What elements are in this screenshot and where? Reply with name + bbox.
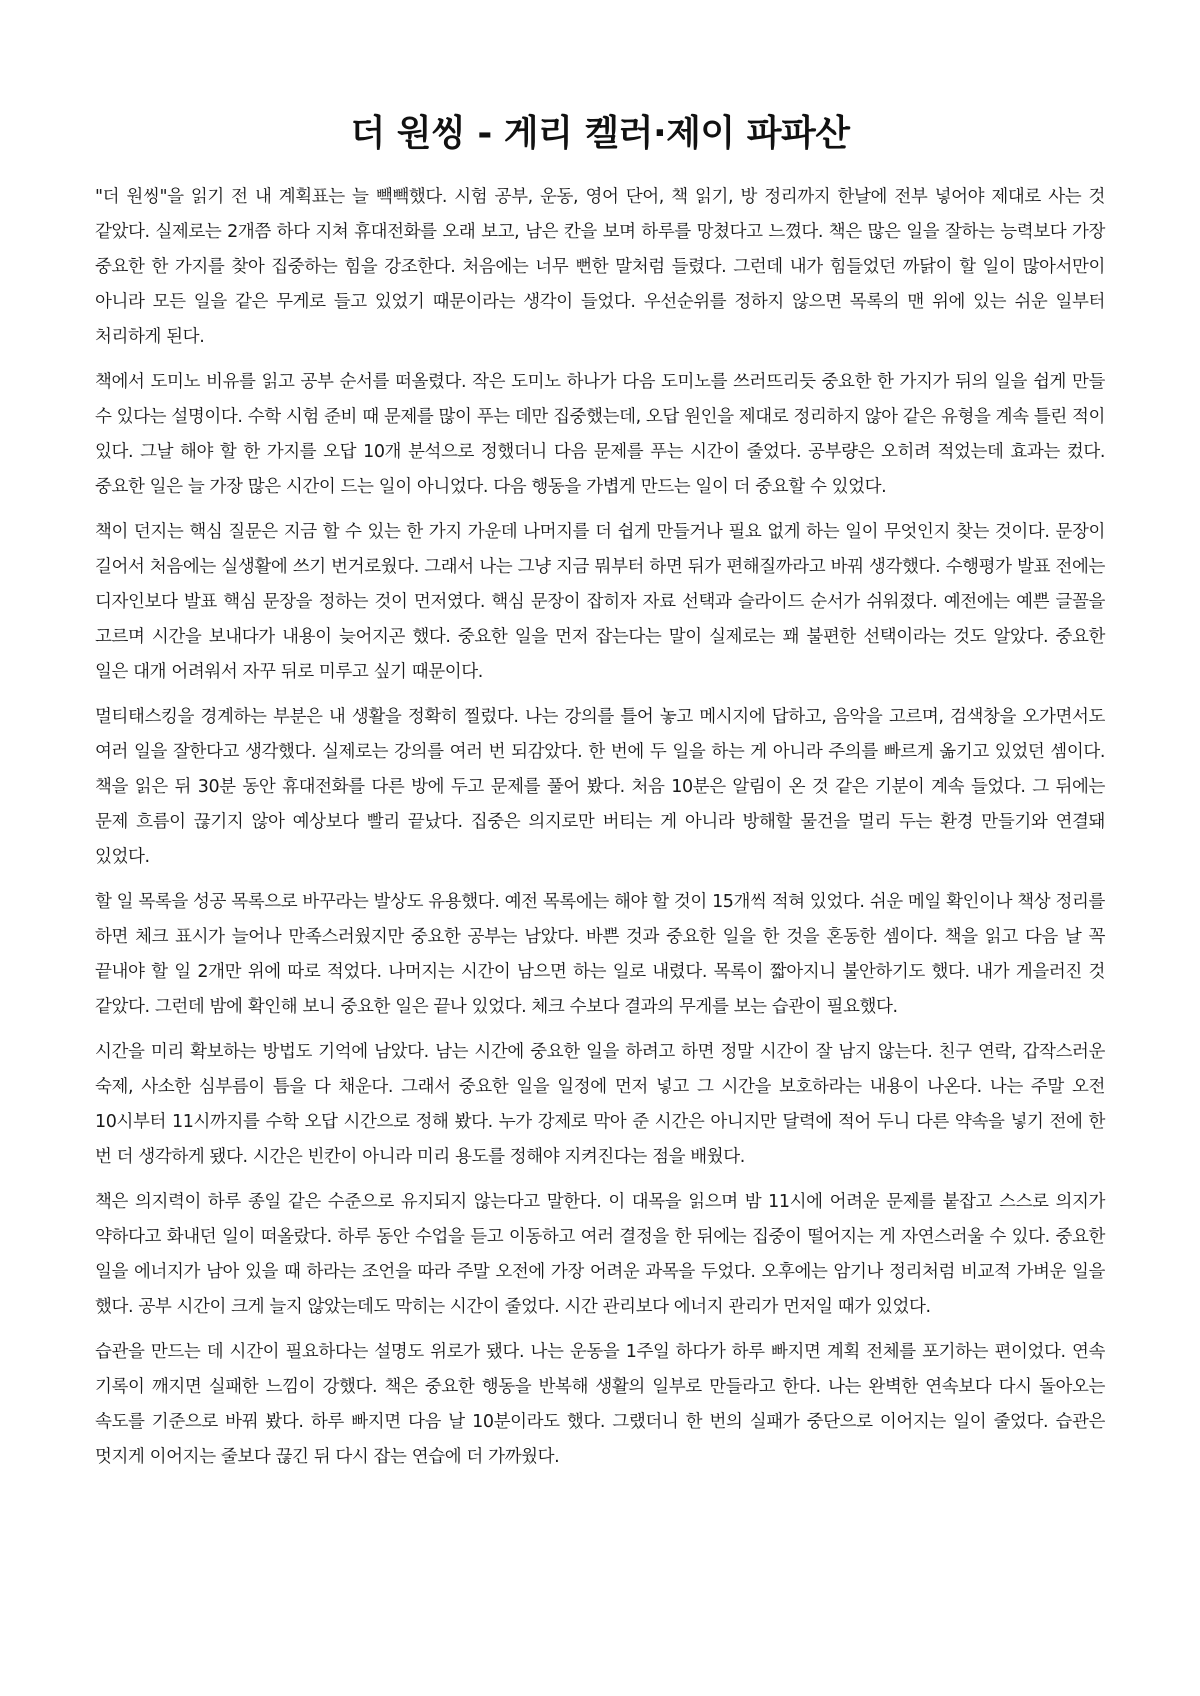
paragraph-6: 시간을 미리 확보하는 방법도 기억에 남았다. 남는 시간에 중요한 일을 하려고 하면 정말 시간이 잘 남지 않는다. 친구 연락, 갑작스러운 숙제, 사소한 심부름이 틈을 다 채운다. 그래서 중요한 일을 일정에 먼저 넣고 그 시간을 보호하라는 내용이 나온다. 나는 주말 오전 10시부터 11시까지를 수학 오답 시간으로 정해 봤다. 누가 강제로 막아 준 시간은 아니지만 달력에 적어 두니 다른 약속을 넣기 전에 한 번 더 생각하게 됐다. 시간은 빈칸이 아니라 미리 용도를 정해야 지켜진다는 점을 배웠다. [95,1042,1105,1167]
paragraph-3: 책이 던지는 핵심 질문은 지금 할 수 있는 한 가지 가운데 나머지를 더 쉽게 만들거나 필요 없게 하는 일이 무엇인지 찾는 것이다. 문장이 길어서 처음에는 실생활에 쓰기 번거로웠다. 그래서 나는 그냥 지금 뭐부터 하면 뒤가 편해질까라고 바꿔 생각했다. 수행평가 발표 전에는 디자인보다 발표 핵심 문장을 정하는 것이 먼저였다. 핵심 문장이 잡히자 자료 선택과 슬라이드 순서가 쉬워졌다. 예전에는 예쁜 글꼴을 고르며 시간을 보내다가 내용이 늦어지곤 했다. 중요한 일을 먼저 잡는다는 말이 실제로는 꽤 불편한 선택이라는 것도 알았다. 중요한 일은 대개 어려워서 자꾸 뒤로 미루고 싶기 때문이다. [95,522,1105,682]
document-body [95,180,1105,1475]
paragraph-1: "더 원씽"을 읽기 전 내 계획표는 늘 빽빽했다. 시험 공부, 운동, 영어 단어, 책 읽기, 방 정리까지 한날에 전부 넣어야 제대로 사는 것 같았다. 실제로는 2개쯤 하다 지쳐 휴대전화를 오래 보고, 남은 칸을 보며 하루를 망쳤다고 느꼈다. 책은 많은 일을 잘하는 능력보다 가장 중요한 한 가지를 찾아 집중하는 힘을 강조한다. 처음에는 너무 뻔한 말처럼 들렸다. 그런데 내가 힘들었던 까닭이 할 일이 많아서만이 아니라 모든 일을 같은 무게로 들고 있었기 때문이라는 생각이 들었다. 우선순위를 정하지 않으면 목록의 맨 위에 있는 쉬운 일부터 처리하게 된다. [95,187,1105,347]
document-page [95,110,1105,1485]
paragraph-2: 책에서 도미노 비유를 읽고 공부 순서를 떠올렸다. 작은 도미노 하나가 다음 도미노를 쓰러뜨리듯 중요한 한 가지가 뒤의 일을 쉽게 만들 수 있다는 설명이다. 수학 시험 준비 때 문제를 많이 푸는 데만 집중했는데, 오답 원인을 제대로 정리하지 않아 같은 유형을 계속 틀린 적이 있다. 그날 해야 할 한 가지를 오답 10개 분석으로 정했더니 다음 문제를 푸는 시간이 줄었다. 공부량은 오히려 적었는데 효과는 컸다. 중요한 일은 늘 가장 많은 시간이 드는 일이 아니었다. 다음 행동을 가볍게 만드는 일이 더 중요할 수 있었다. [95,372,1106,497]
paragraph-5: 할 일 목록을 성공 목록으로 바꾸라는 발상도 유용했다. 예전 목록에는 해야 할 것이 15개씩 적혀 있었다. 쉬운 메일 확인이나 책상 정리를 하면 체크 표시가 늘어나 만족스러웠지만 중요한 공부는 남았다. 바쁜 것과 중요한 일을 한 것을 혼동한 셈이다. 책을 읽고 다음 날 꼭 끝내야 할 일 2개만 위에 따로 적었다. 나머지는 시간이 남으면 하는 일로 내렸다. 목록이 짧아지니 불안하기도 했다. 내가 게을러진 것 같았다. 그런데 밤에 확인해 보니 중요한 일은 끝나 있었다. 체크 수보다 결과의 무게를 보는 습관이 필요했다. [95,892,1105,1017]
paragraph-4: 멀티태스킹을 경계하는 부분은 내 생활을 정확히 찔렀다. 나는 강의를 틀어 놓고 메시지에 답하고, 음악을 고르며, 검색창을 오가면서도 여러 일을 잘한다고 생각했다. 실제로는 강의를 여러 번 되감았다. 한 번에 두 일을 하는 게 아니라 주의를 빠르게 옮기고 있었던 셈이다. 책을 읽은 뒤 30분 동안 휴대전화를 다른 방에 두고 문제를 풀어 봤다. 처음 10분은 알림이 온 것 같은 기분이 계속 들었다. 그 뒤에는 문제 흐름이 끊기지 않아 예상보다 빨리 끝났다. 집중은 의지로만 버티는 게 아니라 방해할 물건을 멀리 두는 환경 만들기와 연결돼 있었다. [95,707,1105,867]
paragraph-7: 책은 의지력이 하루 종일 같은 수준으로 유지되지 않는다고 말한다. 이 대목을 읽으며 밤 11시에 어려운 문제를 붙잡고 스스로 의지가 약하다고 화내던 일이 떠올랐다. 하루 동안 수업을 듣고 이동하고 여러 결정을 한 뒤에는 집중이 떨어지는 게 자연스러울 수 있다. 중요한 일을 에너지가 남아 있을 때 하라는 조언을 따라 주말 오전에 가장 어려운 과목을 두었다. 오후에는 암기나 정리처럼 비교적 가벼운 일을 했다. 공부 시간이 크게 늘지 않았는데도 막히는 시간이 줄었다. 시간 관리보다 에너지 관리가 먼저일 때가 있었다. [95,1192,1105,1317]
paragraph-8: 습관을 만드는 데 시간이 필요하다는 설명도 위로가 됐다. 나는 운동을 1주일 하다가 하루 빠지면 계획 전체를 포기하는 편이었다. 연속 기록이 깨지면 실패한 느낌이 강했다. 책은 중요한 행동을 반복해 생활의 일부로 만들라고 한다. 나는 완벽한 연속보다 다시 돌아오는 속도를 기준으로 바꿔 봤다. 하루 빠지면 다음 날 10분이라도 했다. 그랬더니 한 번의 실패가 중단으로 이어지는 일이 줄었다. 습관은 멋지게 이어지는 줄보다 끊긴 뒤 다시 잡는 연습에 더 가까웠다. [95,1342,1105,1467]
document-title: 더 원씽 - 게리 켈러·제이 파파산 [350,113,850,154]
